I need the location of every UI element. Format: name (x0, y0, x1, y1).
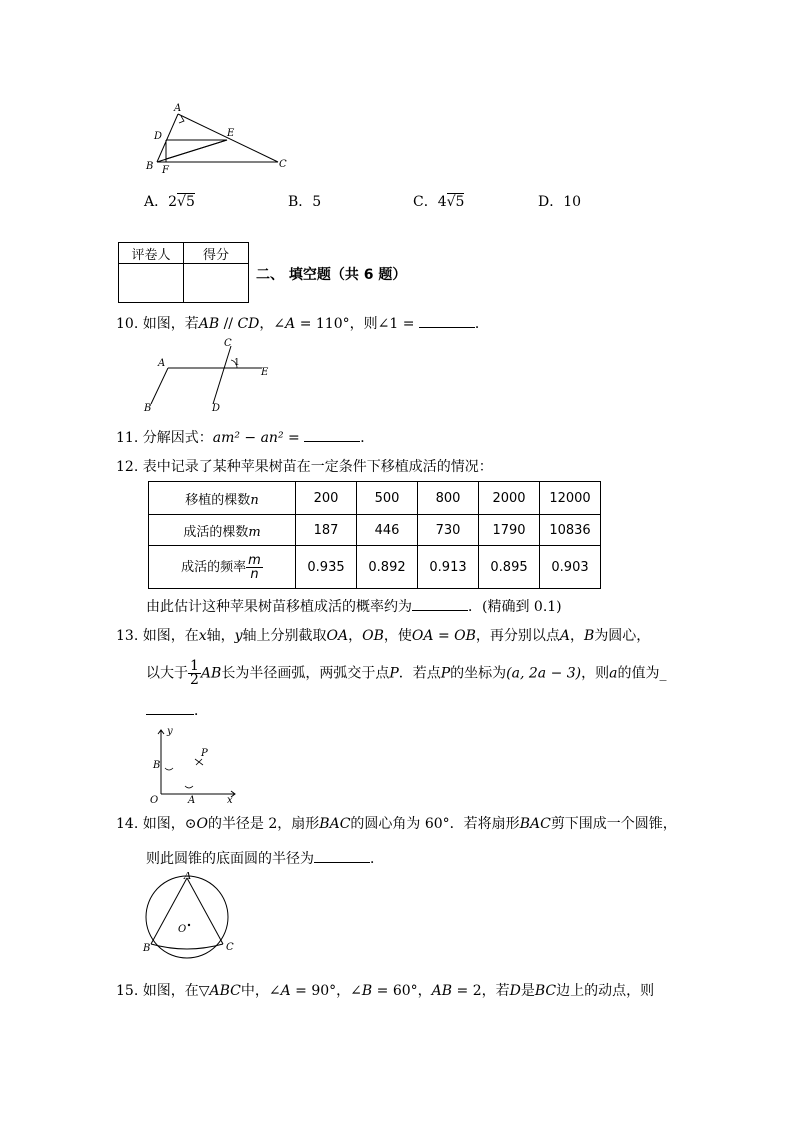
table-cell: 0.895 (479, 546, 540, 589)
label-c: C (224, 338, 232, 349)
answer-blank-13[interactable] (146, 700, 194, 715)
table-cell: 200 (296, 482, 357, 515)
question-13-line-3: ． (146, 700, 208, 720)
label-f: F (162, 165, 169, 176)
table-cell: 187 (296, 515, 357, 546)
parallel-lines-figure-q10 (140, 336, 275, 414)
row-label-survived: 成活的棵数m (149, 515, 296, 546)
section-title: 二、 填空题（共 6 题） (256, 267, 407, 283)
question-12-conclusion: 由此估计这种苹果树苗移植成活的概率约为 ．(精确到 0.1) (146, 596, 562, 616)
transplant-table (148, 481, 601, 589)
label-a: A (188, 795, 196, 806)
option-d: D．10 (538, 194, 582, 210)
label-c: C (279, 159, 287, 170)
question-13-line-1: 13. 如图，在x轴，y轴上分别截取OA，OB，使OA = OB，再分别以点A，B为圆心， (116, 628, 651, 644)
label-b: B (143, 943, 151, 954)
option-c: C．4√5 (413, 194, 465, 210)
question-15: 15. 如图，在▽ABC中，∠A = 90°，∠B = 60°，AB = 2，若D是BC边上的动点，则 (116, 983, 655, 999)
label-b: B (146, 161, 154, 172)
label-c: C (226, 942, 234, 953)
answer-blank-12[interactable] (412, 596, 468, 611)
triangle-figure-q9 (140, 100, 300, 178)
table-cell: 10836 (540, 515, 601, 546)
reviewer-header: 评卷人 (119, 243, 184, 264)
fraction: $\frac{1}{2}$ (190, 658, 199, 688)
score-header: 得分 (184, 243, 249, 264)
table-cell: 0.913 (418, 546, 479, 589)
table-cell: 800 (418, 482, 479, 515)
coordinate-figure-q13 (145, 724, 240, 806)
table-cell: 1790 (479, 515, 540, 546)
row-label-transplanted: 移植的棵数n (149, 482, 296, 515)
row-label-frequency: 成活的频率 $\frac{m}{n}$ (149, 546, 296, 589)
label-o: O (150, 795, 159, 806)
question-11: 11. 分解因式：am² − an² = ． (116, 427, 374, 447)
answer-blank-14[interactable] (314, 848, 370, 863)
answer-blank-10[interactable] (419, 313, 475, 328)
label-a: A (158, 358, 166, 369)
circle-sector-figure-q14 (140, 872, 240, 962)
reviewer-cell[interactable] (119, 264, 184, 303)
option-a: A．2√5 (144, 194, 195, 210)
question-14-line-2: 则此圆锥的底面圆的半径为 ． (146, 848, 384, 868)
label-p: P (201, 748, 208, 759)
label-x: x (227, 795, 233, 806)
table-cell: 500 (357, 482, 418, 515)
question-12: 12. 表中记录了某种苹果树苗在一定条件下移植成活的情况： (116, 459, 493, 475)
label-a: A (174, 103, 182, 114)
label-e: E (261, 367, 269, 378)
label-b: B (144, 403, 152, 414)
table-cell: 12000 (540, 482, 601, 515)
table-cell: 0.892 (357, 546, 418, 589)
label-a: A (184, 872, 192, 882)
question-14-line-1: 14. 如图，⊙O的半径是 2，扇形BAC的圆心角为 60°．若将扇形BAC剪下围成一个圆锥， (116, 816, 677, 832)
option-b: B．5 (288, 194, 322, 210)
label-d: D (154, 131, 163, 142)
table-cell: 0.935 (296, 546, 357, 589)
label-o: O (178, 924, 187, 935)
label-e: E (227, 128, 235, 139)
question-13-line-2: 以大于 $\frac{1}{2}$ AB长为半径画弧，两弧交于点P．若点P的坐标为(a, 2a − 3)，则a的值为_ (146, 658, 667, 688)
label-d: D (212, 403, 221, 414)
table-cell: 446 (357, 515, 418, 546)
label-1: 1 (234, 358, 240, 368)
table-cell: 730 (418, 515, 479, 546)
question-10: 10. 如图，若AB // CD，∠A = 110°，则∠1 = ． (116, 313, 489, 333)
score-cell[interactable] (184, 264, 249, 303)
label-y: y (167, 726, 173, 737)
table-cell: 0.903 (540, 546, 601, 589)
fraction: $\frac{m}{n}$ (248, 552, 261, 582)
score-table (118, 242, 249, 303)
label-b: B (153, 760, 161, 771)
table-cell: 2000 (479, 482, 540, 515)
answer-blank-11[interactable] (304, 427, 360, 442)
